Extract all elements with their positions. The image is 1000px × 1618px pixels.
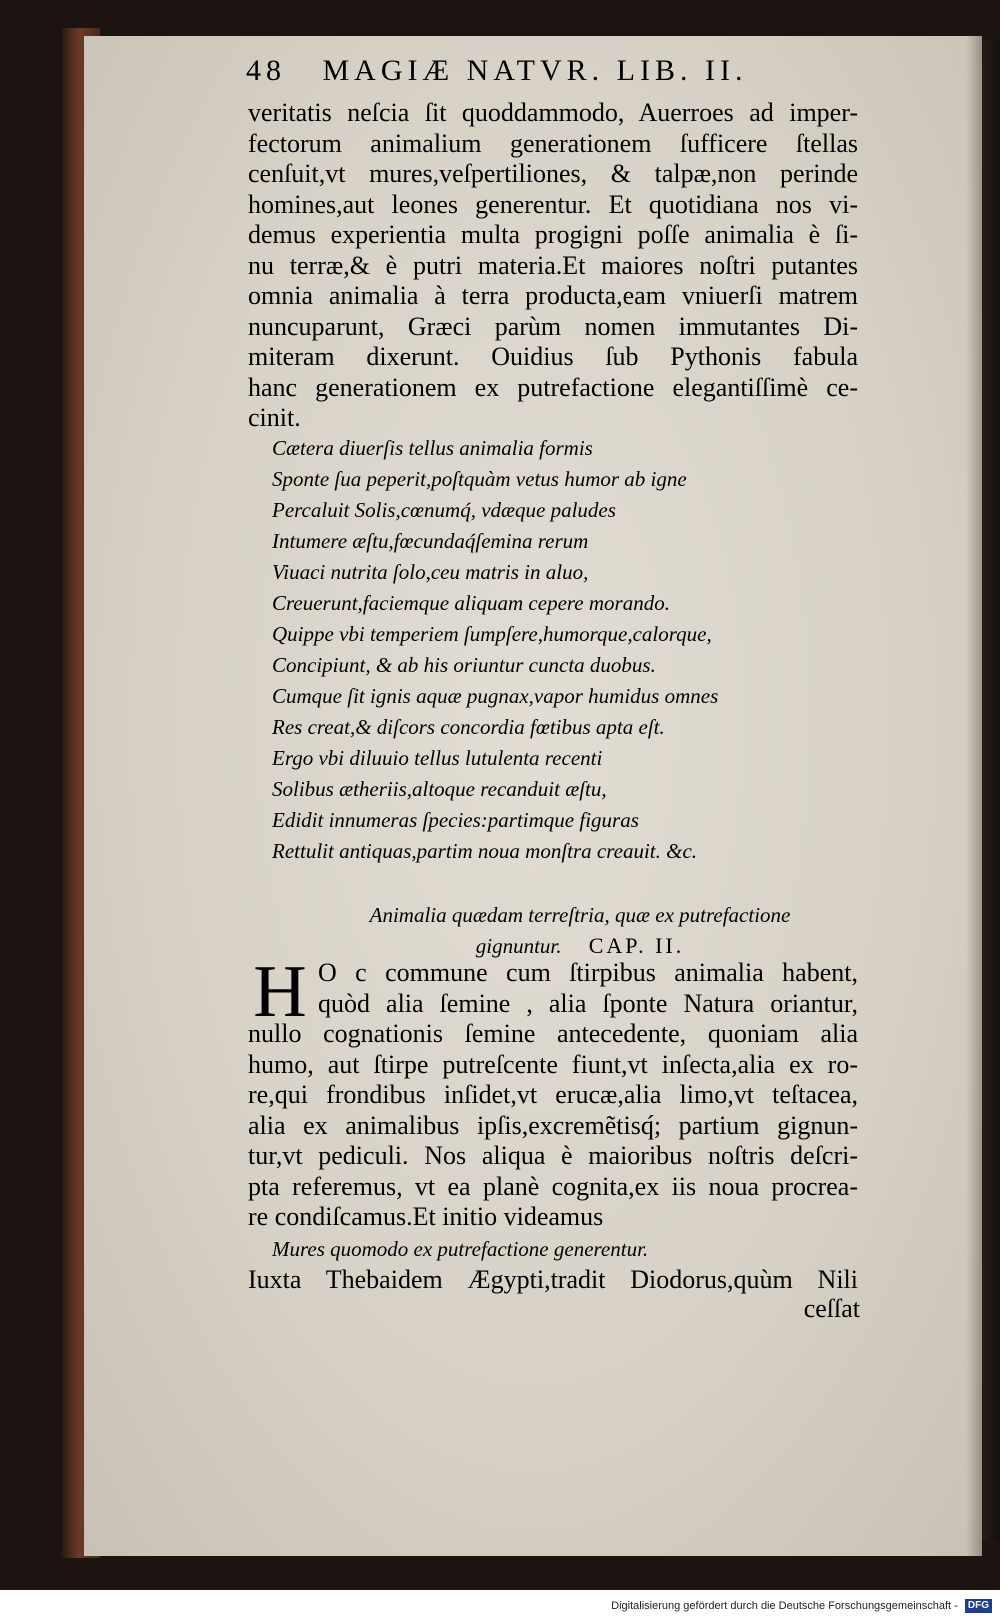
verse-line: Concipiunt, & ab his oriuntur cuncta duobus.: [272, 653, 656, 677]
verse-line: Intumere æſtu,fœcundaq́ſemina rerum: [272, 529, 589, 553]
verse-line: Solibus ætheriis,altoque recanduit æſtu,: [272, 777, 607, 801]
text-line: re condiſcamus.Et initio videamus: [248, 1202, 604, 1231]
verse-line: Rettulit antiquas,partim noua monſtra creauit. &c.: [272, 839, 698, 863]
text-line: cinit.: [248, 403, 301, 432]
text-line: nullo cognationis ſemine antecedente, quoniam alia: [248, 1019, 858, 1048]
verse-line: Cætera diuerſis tellus animalia formis: [272, 436, 593, 460]
chapter-title-line-1: Animalia quædam terreſtria, quæ ex putrefactione: [369, 903, 791, 927]
paragraph-2: [248, 951, 858, 1233]
text-line: nu terræ,& è putri materia.Et maiores noſtri putantes: [248, 250, 858, 280]
digitization-credit: [0, 1594, 992, 1618]
running-title: MAGIÆ NATVR. LIB. II.: [322, 54, 748, 87]
text-line: tur,vt pediculi. Nos aliqua è maioribus noſtris deſcri-: [248, 1141, 858, 1170]
running-header: [246, 54, 866, 98]
verse-line: Edidit innumeras ſpecies:partimque figuras: [272, 808, 639, 832]
verse-line: Ergo vbi diluuio tellus lutulenta recenti: [272, 746, 603, 770]
text-line: fectorum animalium generationem ſufficere ſtellas: [248, 128, 858, 158]
text-line: nuncuparunt, Græci parùm nomen immutantes Di-: [248, 311, 858, 341]
credit-text: Digitalisierung gefördert durch die Deutsche Forschungsgemeinschaft -: [611, 1600, 958, 1612]
text-line: hanc generationem ex putrefactione elegantiſſimè ce-: [248, 372, 858, 402]
catchword: ceſſat: [803, 1294, 860, 1323]
chapter-heading: [300, 900, 860, 962]
text-line: demus experientia multa progigni poſſe animalia è ſi-: [248, 220, 858, 249]
verse-line: Sponte ſua peperit,poſtquàm vetus humor ab igne: [272, 467, 687, 491]
page-number: 48: [246, 54, 286, 87]
dfg-logo: DFG: [965, 1599, 992, 1613]
text-line: cenſuit,vt mures,veſpertiliones, & talpæ,non perinde: [248, 159, 858, 188]
text-line: omnia animalia à terra producta,eam vniuerſi matrem: [248, 281, 858, 310]
verse-line: Res creat,& diſcors concordia fœtibus apta eſt.: [272, 715, 665, 739]
text-line: re,qui frondibus inſidet,vt erucæ,alia limo,vt teſtacea,: [248, 1080, 858, 1109]
text-line: Iuxta Thebaidem Ægypti,tradit Diodorus,quùm Nili: [248, 1265, 858, 1294]
ovid-verse-quotation: [272, 433, 852, 867]
paragraph-3: [248, 1265, 858, 1296]
verse-line: Creuerunt,faciemque aliquam cepere morando.: [272, 591, 670, 615]
text-line: O c commune cum ſtirpibus animalia habent,: [318, 958, 858, 987]
drop-cap-initial: H: [253, 951, 307, 1033]
verse-line: Viuaci nutrita ſolo,ceu matris in aluo,: [272, 560, 589, 584]
page-gutter-shadow: [966, 36, 982, 1556]
section-subheading: Mures quomodo ex putrefactione generentur.: [272, 1237, 649, 1261]
paragraph-1: [248, 98, 858, 434]
verse-line: Quippe vbi temperiem ſumpſere,humorque,calorque,: [272, 622, 712, 646]
text-line: humo, aut ſtirpe putreſcente fiunt,vt inſecta,alia ex ro-: [248, 1049, 858, 1079]
chapter-title-end: gignuntur.: [475, 934, 562, 958]
text-line: homines,aut leones generentur. Et quotidiana nos vi-: [248, 189, 858, 219]
text-line: veritatis neſcia ſit quoddammodo, Auerroes ad imper-: [248, 98, 858, 127]
verse-line: Percaluit Solis,cœnumq́, vdæque paludes: [272, 498, 616, 522]
text-line: pta referemus, vt ea planè cognita,ex iis noua procrea-: [248, 1171, 858, 1201]
chapter-label: CAP. II.: [588, 933, 685, 958]
text-line: quòd alia ſemine , alia ſponte Natura oriantur,: [318, 988, 858, 1018]
text-line: alia ex animalibus ipſis,excremẽtisq́; partium gignun-: [248, 1110, 858, 1140]
verse-line: Cumque ſit ignis aquæ pugnax,vapor humidus omnes: [272, 684, 719, 708]
text-line: miteram dixerunt. Ouidius ſub Pythonis fabula: [248, 342, 858, 371]
